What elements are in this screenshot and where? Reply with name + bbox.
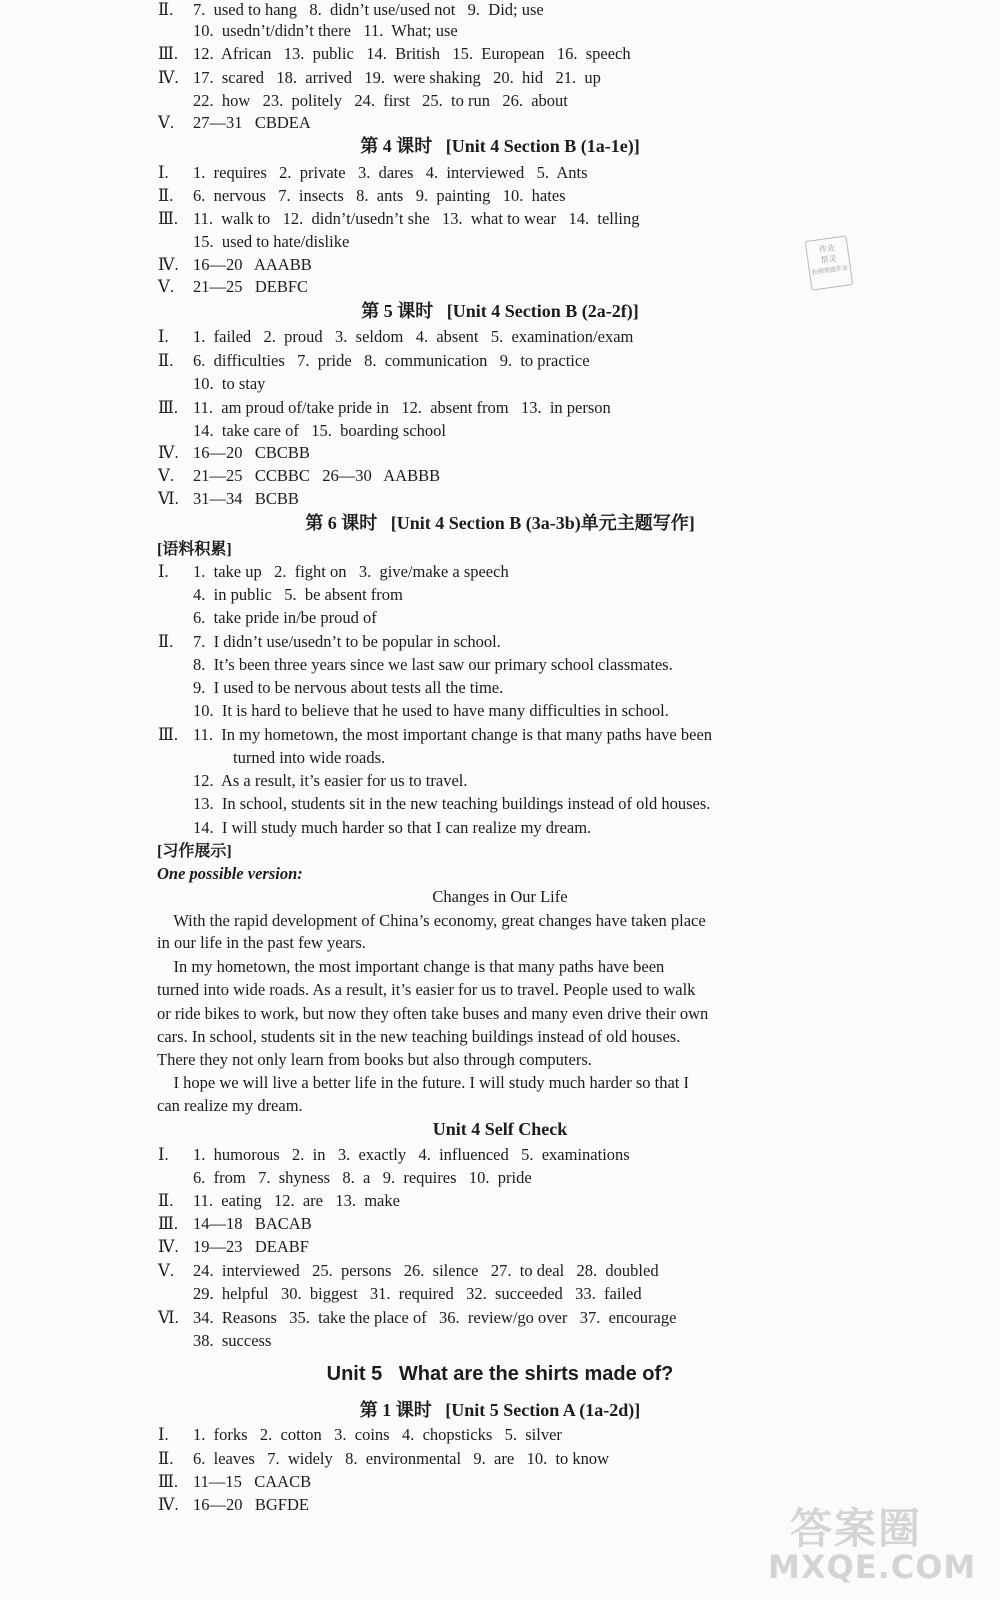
essay-line: in our life in the past few years. (157, 933, 366, 952)
watermark-logo-text: 答案圈 (790, 1504, 923, 1553)
answer-line: 1. take up 2. fight on 3. give/make a speech (193, 562, 509, 581)
question-group-number: Ⅱ. (158, 632, 174, 651)
answer-line: 7. I didn’t use/usedn’t to be popular in school. (193, 632, 501, 651)
question-group-number: Ⅴ. (158, 277, 175, 296)
answer-line: 6. take pride in/be proud of (193, 608, 377, 627)
answer-line: 1. requires 2. private 3. dares 4. interviewed 5. Ants (193, 163, 588, 182)
answer-line: 29. helpful 30. biggest 31. required 32. succeeded 33. failed (193, 1284, 642, 1303)
stamp-line-2: 帮灵 (819, 253, 838, 266)
subsection-tag: [语料积累] (157, 541, 232, 558)
question-group-number: Ⅳ. (158, 443, 179, 462)
stamp-logo (805, 235, 854, 290)
answer-line: 16—20 CBCBB (193, 443, 310, 462)
question-group-number: Ⅱ. (158, 186, 174, 205)
answer-line: 38. success (193, 1331, 272, 1350)
answer-line: 31—34 BCBB (193, 489, 299, 508)
answer-line: 27—31 CBDEA (193, 113, 311, 132)
watermark-logo (768, 1496, 988, 1596)
answer-line: 1. failed 2. proud 3. seldom 4. absent 5. examination/exam (193, 327, 634, 346)
answer-line: 16—20 AAABB (193, 255, 312, 274)
answer-line: 11. am proud of/take pride in 12. absent from 13. in person (193, 398, 611, 417)
answer-line: 15. used to hate/dislike (193, 232, 350, 251)
answer-line: 10. It is hard to believe that he used to have many difficulties in school. (193, 701, 669, 720)
answer-line: 6. leaves 7. widely 8. environmental 9. are 10. to know (193, 1449, 610, 1468)
question-group-number: Ⅱ. (158, 351, 174, 370)
answer-line: 11—15 CAACB (193, 1472, 312, 1491)
section-title: Unit 4 Self Check (432, 1119, 568, 1139)
answer-line: 1. humorous 2. in 3. exactly 4. influenced 5. examinations (193, 1145, 630, 1164)
answer-line: 16—20 BGFDE (193, 1495, 309, 1514)
question-group-number: Ⅵ. (158, 1308, 179, 1327)
essay-line: cars. In school, students sit in the new teaching buildings instead of old houses. (157, 1027, 681, 1046)
answer-line: 11. In my hometown, the most important change is that many paths have been (193, 725, 713, 744)
subsection-tag: [习作展示] (157, 843, 232, 860)
essay-line: I hope we will live a better life in the future. I will study much harder so that I (157, 1073, 689, 1092)
answer-line: 34. Reasons 35. take the place of 36. review/go over 37. encourage (193, 1308, 677, 1327)
essay-line: There they not only learn from books but also through computers. (157, 1050, 592, 1069)
answer-line: 22. how 23. politely 24. first 25. to run 26. about (193, 91, 568, 110)
question-group-number: Ⅳ. (158, 1495, 179, 1514)
answer-line: 8. It’s been three years since we last saw our primary school classmates. (193, 655, 673, 674)
question-group-number: Ⅰ. (158, 1425, 169, 1444)
answer-line: 6. from 7. shyness 8. a 9. requires 10. pride (193, 1168, 532, 1187)
question-group-number: Ⅴ. (158, 113, 175, 132)
answer-line: 7. used to hang 8. didn’t use/used not 9. Did; use (193, 0, 544, 19)
answer-line: 14. take care of 15. boarding school (193, 421, 446, 440)
question-group-number: Ⅵ. (158, 489, 179, 508)
answer-line: 10. usedn’t/didn’t there 11. What; use (193, 21, 458, 40)
question-group-number: Ⅱ. (158, 0, 174, 19)
question-group-number: Ⅲ. (158, 398, 179, 417)
section-title: 第 6 课时 [Unit 4 Section B (3a-3b)单元主题写作] (305, 513, 695, 533)
question-group-number: Ⅲ. (158, 725, 179, 744)
answer-line: 12. As a result, it’s easier for us to travel. (193, 771, 468, 790)
essay-line: can realize my dream. (157, 1096, 303, 1115)
answer-line: 10. to stay (193, 374, 266, 393)
question-group-number: Ⅰ. (158, 562, 169, 581)
answer-line: 6. nervous 7. insects 8. ants 9. painting 10. hates (193, 186, 566, 205)
essay-line: or ride bikes to work, but now they often take buses and many even drive their own (157, 1004, 709, 1023)
essay-line: turned into wide roads. As a result, it’s easier for us to travel. People used to walk (157, 980, 696, 999)
question-group-number: Ⅱ. (158, 1449, 174, 1468)
question-group-number: Ⅲ. (158, 1472, 179, 1491)
question-group-number: Ⅳ. (158, 1237, 179, 1256)
answer-line: 14. I will study much harder so that I can realize my dream. (193, 818, 592, 837)
essay-title: Changes in Our Life (432, 887, 568, 906)
essay-line: With the rapid development of China’s economy, great changes have taken place (157, 911, 706, 930)
question-group-number: Ⅳ. (158, 255, 179, 274)
question-group-number: Ⅰ. (158, 1145, 169, 1164)
question-group-number: Ⅱ. (158, 1191, 174, 1210)
answer-line: turned into wide roads. (233, 748, 386, 767)
question-group-number: Ⅲ. (158, 209, 179, 228)
question-group-number: Ⅰ. (158, 163, 169, 182)
version-label: One possible version: (157, 864, 303, 883)
stamp-line-1: 作业 (818, 243, 836, 255)
question-group-number: Ⅲ. (158, 44, 179, 63)
section-title: 第 5 课时 [Unit 4 Section B (2a-2f)] (361, 301, 639, 321)
answer-line: 9. I used to be nervous about tests all the time. (193, 678, 504, 697)
answer-line: 11. walk to 12. didn’t/usedn’t she 13. what to wear 14. telling (193, 209, 640, 228)
question-group-number: Ⅴ. (158, 466, 175, 485)
question-group-number: Ⅳ. (158, 68, 179, 87)
answer-line: 1. forks 2. cotton 3. coins 4. chopsticks 5. silver (193, 1425, 562, 1444)
watermark-url: MXQE.COM (768, 1548, 977, 1586)
essay-line: In my hometown, the most important change is that many paths have been (157, 957, 665, 976)
answer-line: 14—18 BACAB (193, 1214, 312, 1233)
answer-line: 24. interviewed 25. persons 26. silence 27. to deal 28. doubled (193, 1261, 659, 1280)
section-title: 第 4 课时 [Unit 4 Section B (1a-1e)] (360, 136, 640, 156)
answer-line: 12. African 13. public 14. British 15. European 16. speech (193, 44, 631, 63)
answer-line: 19—23 DEABF (193, 1237, 309, 1256)
unit-title: Unit 5 What are the shirts made of? (326, 1363, 674, 1385)
answer-line: 11. eating 12. are 13. make (193, 1191, 400, 1210)
question-group-number: Ⅰ. (158, 327, 169, 346)
answer-line: 21—25 CCBBC 26—30 AABBB (193, 466, 441, 485)
stamp-line-3: 拍照搜题作业 (811, 264, 849, 277)
section-title: 第 1 课时 [Unit 5 Section A (1a-2d)] (359, 1400, 641, 1420)
answer-line: 17. scared 18. arrived 19. were shaking 20. hid 21. up (193, 68, 601, 87)
answer-line: 4. in public 5. be absent from (193, 585, 403, 604)
answer-line: 6. difficulties 7. pride 8. communication 9. to practice (193, 351, 590, 370)
question-group-number: Ⅲ. (158, 1214, 179, 1233)
answer-line: 13. In school, students sit in the new teaching buildings instead of old houses. (193, 794, 711, 813)
question-group-number: Ⅴ. (158, 1261, 175, 1280)
answer-line: 21—25 DEBFC (193, 277, 309, 296)
